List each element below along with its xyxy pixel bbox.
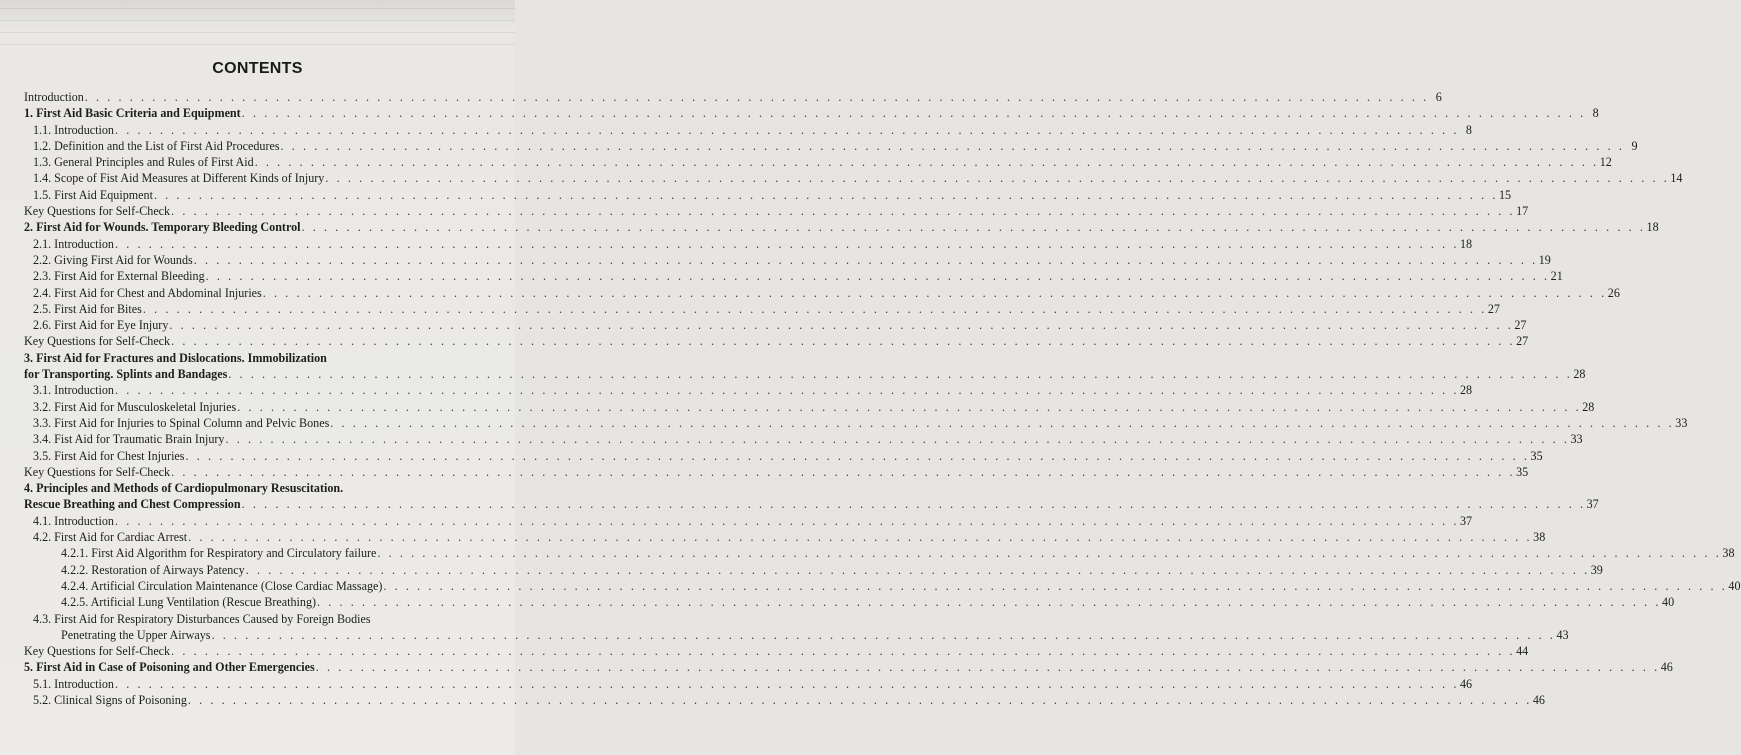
dot-leader: . . . . . . . . . . . . . . . . . . . . . . . . . . . . . . . . . . . . . . . . . . . . . . . . . . . . . . . . . . . . . . . . . . . . . . . . . . . . . . . . . . . . . . . . . . . . . . . . . . . . . . . . . . . . . . . . . . . . . . . .	[114, 383, 1459, 398]
toc-entry-title: 5. First Aid in Case of Poisoning and Other Emergencies	[24, 660, 315, 675]
toc-entry	[24, 513, 1473, 529]
toc-entry	[24, 219, 1659, 235]
toc-entry-title: 1. First Aid Basic Criteria and Equipment	[24, 106, 241, 121]
toc-entry	[24, 138, 1638, 154]
toc-entry-page: 43	[1556, 627, 1569, 642]
toc-entry-title: 1.5. First Aid Equipment	[33, 187, 153, 202]
toc-entry-page: 28	[1573, 367, 1586, 382]
toc-entry-page: 35	[1516, 464, 1529, 479]
toc-entry-page: 6	[1435, 90, 1442, 104]
dot-leader: . . . . . . . . . . . . . . . . . . . . . . . . . . . . . . . . . . . . . . . . . . . . . . . . . . . . . . . . . . . . . . . . . . . . . . . . . . . . . . . . . . . . . . . . . . . . . . . . . . . . . . . . . . . . . . . . . . . . . . . .	[301, 220, 1646, 235]
toc-entry	[24, 252, 1551, 268]
dot-leader: . . . . . . . . . . . . . . . . . . . . . . . . . . . . . . . . . . . . . . . . . . . . . . . . . . . . . . . . . . . . . . . . . . . . . . . . . . . . . . . . . . . . . . . . . . . . . . . . . . . . . . . . . . . . . . . . . . . . . . . .	[325, 171, 1670, 186]
toc-entry-page: 44	[1516, 644, 1529, 659]
toc-entry-page: 40	[1662, 595, 1675, 610]
dot-leader: . . . . . . . . . . . . . . . . . . . . . . . . . . . . . . . . . . . . . . . . . . . . . . . . . . . . . . . . . . . . . . . . . . . . . . . . . . . . . . . . . . . . . . . . . . . . . . . . . . . . . . . . . . . . . . . . . . . . . . . .	[254, 155, 1599, 170]
toc-entry-title: 2.5. First Aid for Bites	[33, 301, 142, 316]
dot-leader: . . . . . . . . . . . . . . . . . . . . . . . . . . . . . . . . . . . . . . . . . . . . . . . . . . . . . . . . . . . . . . . . . . . . . . . . . . . . . . . . . . . . . . . . . . . . . . . . . . . . . . . . . . . . . . . . . . . . . . . .	[225, 432, 1570, 447]
toc-entry	[24, 627, 1569, 643]
dot-leader: . . . . . . . . . . . . . . . . . . . . . . . . . . . . . . . . . . . . . . . . . . . . . . . . . . . . . . . . . . . . . . . . . . . . . . . . . . . . . . . . . . . . . . . . . . . . . . . . . . . . . . . . . . . . . . . . . . . . . . . .	[383, 578, 1728, 593]
toc-entry-page: 8	[1592, 106, 1599, 121]
toc-entry-title: 4.2.1. First Aid Algorithm for Respiratory and Circulatory failure	[61, 546, 377, 561]
dot-leader: . . . . . . . . . . . . . . . . . . . . . . . . . . . . . . . . . . . . . . . . . . . . . . . . . . . . . . . . . . . . . . . . . . . . . . . . . . . . . . . . . . . . . . . . . . . . . . . . . . . . . . . . . . . . . . . . . . . . . . . .	[241, 497, 1586, 512]
toc-entry	[24, 333, 1529, 349]
toc-entry	[24, 170, 1683, 186]
toc-entry	[24, 89, 1442, 105]
dot-leader: . . . . . . . . . . . . . . . . . . . . . . . . . . . . . . . . . . . . . . . . . . . . . . . . . . . . . . . . . . . . . . . . . . . . . . . . . . . . . . . . . . . . . . . . . . . . . . . . . . . . . . . . . . . . . . . . . . . . . . . .	[262, 285, 1607, 300]
toc-entry-title: 1.2. Definition and the List of First Aid Procedures	[33, 138, 280, 153]
dot-leader: . . . . . . . . . . . . . . . . . . . . . . . . . . . . . . . . . . . . . . . . . . . . . . . . . . . . . . . . . . . . . . . . . . . . . . . . . . . . . . . . . . . . . . . . . . . . . . . . . . . . . . . . . . . . . . . . . . . . . . . .	[171, 204, 1516, 219]
dot-leader: . . . . . . . . . . . . . . . . . . . . . . . . . . . . . . . . . . . . . . . . . . . . . . . . . . . . . . . . . . . . . . . . . . . . . . . . . . . . . . . . . . . . . . . . . . . . . . . . . . . . . . . . . . . . . . . . . . . . . . . .	[185, 448, 1530, 463]
toc-entry-page: 46	[1660, 660, 1673, 675]
toc-entry-title: 1.1. Introduction	[33, 122, 114, 137]
toc-entry-page: 28	[1459, 383, 1473, 398]
toc-entry	[24, 529, 1546, 545]
toc-entry	[24, 285, 1620, 301]
dot-leader: . . . . . . . . . . . . . . . . . . . . . . . . . . . . . . . . . . . . . . . . . . . . . . . . . . . . . . . . . . . . . . . . . . . . . . . . . . . . . . . . . . . . . . . . . . . . . . . . . . . . . . . . . . . . . . . . . . . . . . . .	[205, 269, 1550, 284]
toc-entry-page: 37	[1586, 497, 1599, 512]
dot-leader: . . . . . . . . . . . . . . . . . . . . . . . . . . . . . . . . . . . . . . . . . . . . . . . . . . . . . . . . . . . . . . . . . . . . . . . . . . . . . . . . . . . . . . . . . . . . . . . . . . . . . . . . . . . . . . . . . . . . . . . .	[171, 334, 1516, 349]
toc-entry	[24, 268, 1563, 284]
toc-entry	[24, 105, 1599, 121]
toc-entry	[24, 676, 1473, 692]
toc-entry	[24, 415, 1688, 431]
dot-leader: . . . . . . . . . . . . . . . . . . . . . . . . . . . . . . . . . . . . . . . . . . . . . . . . . . . . . . . . . . . . . . . . . . . . . . . . . . . . . . . . . . . . . . . . . . . . . . . . . . . . . . . . . . . . . . . . . . . . . . . .	[171, 464, 1516, 479]
dot-leader: . . . . . . . . . . . . . . . . . . . . . . . . . . . . . . . . . . . . . . . . . . . . . . . . . . . . . . . . . . . . . . . . . . . . . . . . . . . . . . . . . . . . . . . . . . . . . . . . . . . . . . . . . . . . . . . . . . . . . . . .	[330, 415, 1675, 430]
dot-leader: . . . . . . . . . . . . . . . . . . . . . . . . . . . . . . . . . . . . . . . . . . . . . . . . . . . . . . . . . . . . . . . . . . . . . . . . . . . . . . . . . . . . . . . . . . . . . . . . . . . . . . . . . . . . . . . . . . . . . . . .	[280, 138, 1625, 153]
toc-entry	[24, 203, 1529, 219]
toc-entry-page: 9	[1631, 138, 1638, 153]
toc-entry-page: 27	[1516, 334, 1529, 349]
toc-entry-page: 28	[1582, 399, 1595, 414]
dot-leader: . . . . . . . . . . . . . . . . . . . . . . . . . . . . . . . . . . . . . . . . . . . . . . . . . . . . . . . . . . . . . . . . . . . . . . . . . . . . . . . . . . . . . . . . . . . . . . . . . . . . . . . . . . . . . . . . . . . . . . . .	[142, 301, 1487, 316]
toc-entry-title: 3. First Aid for Fractures and Dislocations. Immobilization	[24, 350, 327, 365]
toc-entry-page: 27	[1514, 318, 1527, 333]
toc-entry-title: 4. Principles and Methods of Cardiopulmonary Resuscitation.	[24, 481, 344, 496]
toc-entry	[24, 301, 1500, 317]
toc-entry	[24, 643, 1529, 659]
toc-entry-page: 33	[1570, 432, 1583, 447]
dot-leader: . . . . . . . . . . . . . . . . . . . . . . . . . . . . . . . . . . . . . . . . . . . . . . . . . . . . . . . . . . . . . . . . . . . . . . . . . . . . . . . . . . . . . . . . . . . . . . . . . . . . . . . . . . . . . . . . . . . . . . . .	[317, 595, 1662, 610]
toc-entry	[24, 594, 1675, 610]
toc-entry	[24, 382, 1473, 398]
toc-entry-title: 2.4. First Aid for Chest and Abdominal Injuries	[33, 285, 262, 300]
toc-entry-title: 2. First Aid for Wounds. Temporary Bleeding Control	[24, 220, 301, 235]
toc-entry-title: 4.3. First Aid for Respiratory Disturbances Caused by Foreign Bodies	[33, 611, 371, 626]
toc-entry-title: 2.3. First Aid for External Bleeding	[33, 269, 205, 284]
toc-entry	[24, 431, 1583, 447]
toc-entry-page: 12	[1599, 155, 1612, 170]
toc-entry-page: 8	[1465, 122, 1472, 137]
toc-entry-page: 19	[1538, 252, 1551, 267]
toc-entry	[24, 464, 1529, 480]
toc-entry-title: Introduction	[24, 90, 84, 104]
toc-entry-title: 4.2.2. Restoration of Airways Patency	[61, 562, 245, 577]
page-title: CONTENTS	[212, 60, 303, 77]
toc-entry	[24, 236, 1473, 252]
toc-entry-title: 1.3. General Principles and Rules of First Aid	[33, 155, 254, 170]
dot-leader: . . . . . . . . . . . . . . . . . . . . . . . . . . . . . . . . . . . . . . . . . . . . . . . . . . . . . . . . . . . . . . . . . . . . . . . . . . . . . . . . . . . . . . . . . . . . . . . . . . . . . . . . . . . . . . . . . . . . . . . .	[228, 367, 1573, 382]
toc-entry	[24, 448, 1543, 464]
toc-entry-page: 46	[1532, 692, 1545, 707]
dot-leader: . . . . . . . . . . . . . . . . . . . . . . . . . . . . . . . . . . . . . . . . . . . . . . . . . . . . . . . . . . . . . . . . . . . . . . . . . . . . . . . . . . . . . . . . . . . . . . . . . . . . . . . . . . . . . . . . . . . . . . . .	[241, 106, 1586, 121]
toc-entry	[24, 350, 479, 366]
toc-entry	[24, 154, 1612, 170]
dot-leader: . . . . . . . . . . . . . . . . . . . . . . . . . . . . . . . . . . . . . . . . . . . . . . . . . . . . . . . . . . . . . . . . . . . . . . . . . . . . . . . . . . . . . . . . . . . . . . . . . . . . . . . . . . . . . . . . . . . . . . . .	[114, 236, 1459, 251]
toc-entry-title: 3.4. Fist Aid for Traumatic Brain Injury	[33, 432, 225, 447]
toc-entry-page: 17	[1516, 204, 1529, 219]
toc-entry-page: 26	[1607, 285, 1620, 300]
toc-entry-title: 5.2. Clinical Signs of Poisoning	[33, 692, 187, 707]
toc-entry-page: 18	[1459, 236, 1473, 251]
toc-entry-page: 15	[1498, 187, 1512, 202]
dot-leader: . . . . . . . . . . . . . . . . . . . . . . . . . . . . . . . . . . . . . . . . . . . . . . . . . . . . . . . . . . . . . . . . . . . . . . . . . . . . . . . . . . . . . . . . . . . . . . . . . . . . . . . . . . . . . . . . . . . . . . . .	[245, 562, 1590, 577]
toc-entry	[24, 122, 1472, 138]
toc-entry-title: 2.2. Giving First Aid for Wounds	[33, 252, 193, 267]
toc-entry-page: 37	[1459, 513, 1473, 528]
toc-entry-title: Key Questions for Self-Check	[24, 334, 171, 349]
toc-entry	[24, 659, 1673, 675]
dot-leader: . . . . . . . . . . . . . . . . . . . . . . . . . . . . . . . . . . . . . . . . . . . . . . . . . . . . . . . . . . . . . . . . . . . . . . . . . . . . . . . . . . . . . . . . . . . . . . . . . . . . . . . . . . . . . . . . . . . . . . . .	[377, 546, 1722, 561]
toc-entry	[24, 187, 1512, 203]
toc-entry	[24, 545, 1735, 561]
toc-entry-title: 3.3. First Aid for Injuries to Spinal Column and Pelvic Bones	[33, 415, 330, 430]
toc-entry-title: 3.5. First Aid for Chest Injuries	[33, 448, 185, 463]
dot-leader: . . . . . . . . . . . . . . . . . . . . . . . . . . . . . . . . . . . . . . . . . . . . . . . . . . . . . . . . . . . . . . . . . . . . . . . . . . . . . . . . . . . . . . . . . . . . . . . . . . . . . . . . . . . . . . . . . . . . . . . .	[171, 644, 1516, 659]
toc-entry-title: for Transporting. Splints and Bandages	[24, 367, 228, 382]
toc-entry-title: 4.2. First Aid for Cardiac Arrest	[33, 530, 188, 545]
toc-entry-title: Key Questions for Self-Check	[24, 464, 171, 479]
toc-entry-title: 1.4. Scope of Fist Aid Measures at Different Kinds of Injury	[33, 171, 325, 186]
toc-entry-page: 38	[1722, 546, 1735, 561]
toc-entry	[24, 692, 1545, 708]
dot-leader: . . . . . . . . . . . . . . . . . . . . . . . . . . . . . . . . . . . . . . . . . . . . . . . . . . . . . . . . . . . . . . . . . . . . . . . . . . . . . . . . . . . . . . . . . . . . . . . . . . . . . . . . . . . . . . . . . . . . . . . .	[114, 513, 1459, 528]
dot-leader: . . . . . . . . . . . . . . . . . . . . . . . . . . . . . . . . . . . . . . . . . . . . . . . . . . . . . . . . . . . . . . . . . . . . . . . . . . . . . . . . . . . . . . . . . . . . . . . . . . . . . . . . . . . . . . . . . . . . . . . .	[169, 318, 1514, 333]
dot-leader: . . . . . . . . . . . . . . . . . . . . . . . . . . . . . . . . . . . . . . . . . . . . . . . . . . . . . . . . . . . . . . . . . . . . . . . . . . . . . . . . . . . . . . . . . . . . . . . . . . . . . . . . . . . . . . . . . . . . . . . .	[193, 252, 1538, 267]
toc-entry-page: 39	[1590, 562, 1603, 577]
toc-entry-page: 35	[1530, 448, 1543, 463]
dot-leader: . . . . . . . . . . . . . . . . . . . . . . . . . . . . . . . . . . . . . . . . . . . . . . . . . . . . . . . . . . . . . . . . . . . . . . . . . . . . . . . . . . . . . . . . . . . . . . . . . . . . . . . . . . . . . . . . . . . . . . . .	[188, 530, 1533, 545]
toc-entry-title: 4.2.5. Artificial Lung Ventilation (Rescue Breathing)	[61, 595, 317, 610]
toc-entry-page: 33	[1675, 415, 1688, 430]
toc-entry-page: 27	[1487, 301, 1500, 316]
toc-entry-title: 4.1. Introduction	[33, 513, 114, 528]
dot-leader: . . . . . . . . . . . . . . . . . . . . . . . . . . . . . . . . . . . . . . . . . . . . . . . . . . . . . . . . . . . . . . . . . . . . . . . . . . . . . . . . . . . . . . . . . . . . . . . . . . . . . . . . . . . . . . . . . . . . . . . .	[187, 692, 1532, 707]
toc-entry	[24, 317, 1527, 333]
toc-entry-page: 46	[1459, 676, 1473, 691]
toc-entry-title: Penetrating the Upper Airways	[61, 627, 211, 642]
toc-entry	[24, 611, 479, 627]
toc-entry	[24, 366, 1586, 382]
toc-entry-title: 5.1. Introduction	[33, 676, 114, 691]
toc-entry-title: 3.2. First Aid for Musculoskeletal Injuries	[33, 399, 237, 414]
toc-entry-page: 21	[1550, 269, 1563, 284]
toc-entry-title: 2.1. Introduction	[33, 236, 114, 251]
toc-entry-page: 18	[1646, 220, 1659, 235]
toc-entry	[24, 399, 1595, 415]
toc-entry-page: 40	[1728, 578, 1741, 593]
dot-leader: . . . . . . . . . . . . . . . . . . . . . . . . . . . . . . . . . . . . . . . . . . . . . . . . . . . . . . . . . . . . . . . . . . . . . . . . . . . . . . . . . . . . . . . . . . . . . . . . . . . . . . . . . . . . . . . . . . . . . . . .	[153, 187, 1498, 202]
dot-leader: . . . . . . . . . . . . . . . . . . . . . . . . . . . . . . . . . . . . . . . . . . . . . . . . . . . . . . . . . . . . . . . . . . . . . . . . . . . . . . . . . . . . . . . . . . . . . . . . . . . . . . . . . . . . . . . . . . . . . . . .	[211, 627, 1556, 642]
toc-entry-title: 4.2.4. Artificial Circulation Maintenance (Close Cardiac Massage)	[61, 578, 383, 593]
toc-entry-title: 2.6. First Aid for Eye Injury	[33, 318, 169, 333]
toc-entry-title: Rescue Breathing and Chest Compression	[24, 497, 241, 512]
dot-leader: . . . . . . . . . . . . . . . . . . . . . . . . . . . . . . . . . . . . . . . . . . . . . . . . . . . . . . . . . . . . . . . . . . . . . . . . . . . . . . . . . . . . . . . . . . . . . . . . . . . . . . . . . . . . . . . . . . . . . . . .	[315, 660, 1660, 675]
toc-entry-page: 38	[1533, 530, 1546, 545]
dot-leader: . . . . . . . . . . . . . . . . . . . . . . . . . . . . . . . . . . . . . . . . . . . . . . . . . . . . . . . . . . . . . . . . . . . . . . . . . . . . . . . . . . . . . . . . . . . . . . . . . . . . . . . . . . . . . . . . . . . . . . . .	[114, 676, 1459, 691]
dot-leader: . . . . . . . . . . . . . . . . . . . . . . . . . . . . . . . . . . . . . . . . . . . . . . . . . . . . . . . . . . . . . . . . . . . . . . . . . . . . . . . . . . . . . . . . . . . . . . . . . . . . . . . . . . . . . . . . . . . . . . . .	[114, 122, 1459, 137]
toc-entry-title: Key Questions for Self-Check	[24, 644, 171, 659]
toc-entry	[24, 496, 1599, 512]
table-of-contents	[24, 89, 1741, 708]
toc-entry-title: 3.1. Introduction	[33, 383, 114, 398]
toc-entry	[24, 562, 1603, 578]
dot-leader: . . . . . . . . . . . . . . . . . . . . . . . . . . . . . . . . . . . . . . . . . . . . . . . . . . . . . . . . . . . . . . . . . . . . . . . . . . . . . . . . . . . . . . . . . . . . . . . . . . . . . . . . . . . . . . . . . . . . . . . .	[237, 399, 1582, 414]
toc-entry-title: Key Questions for Self-Check	[24, 204, 171, 219]
toc-entry	[24, 578, 1741, 594]
toc-entry	[24, 480, 479, 496]
dot-leader: . . . . . . . . . . . . . . . . . . . . . . . . . . . . . . . . . . . . . . . . . . . . . . . . . . . . . . . . . . . . . . . . . . . . . . . . . . . . . . . . . . . . . . . . . . . . . . . . . . . . . . . . . . . . . . . . . . . . . . . .	[84, 90, 1429, 104]
toc-entry-page: 14	[1670, 171, 1683, 186]
show-through-text	[0, 0, 515, 48]
